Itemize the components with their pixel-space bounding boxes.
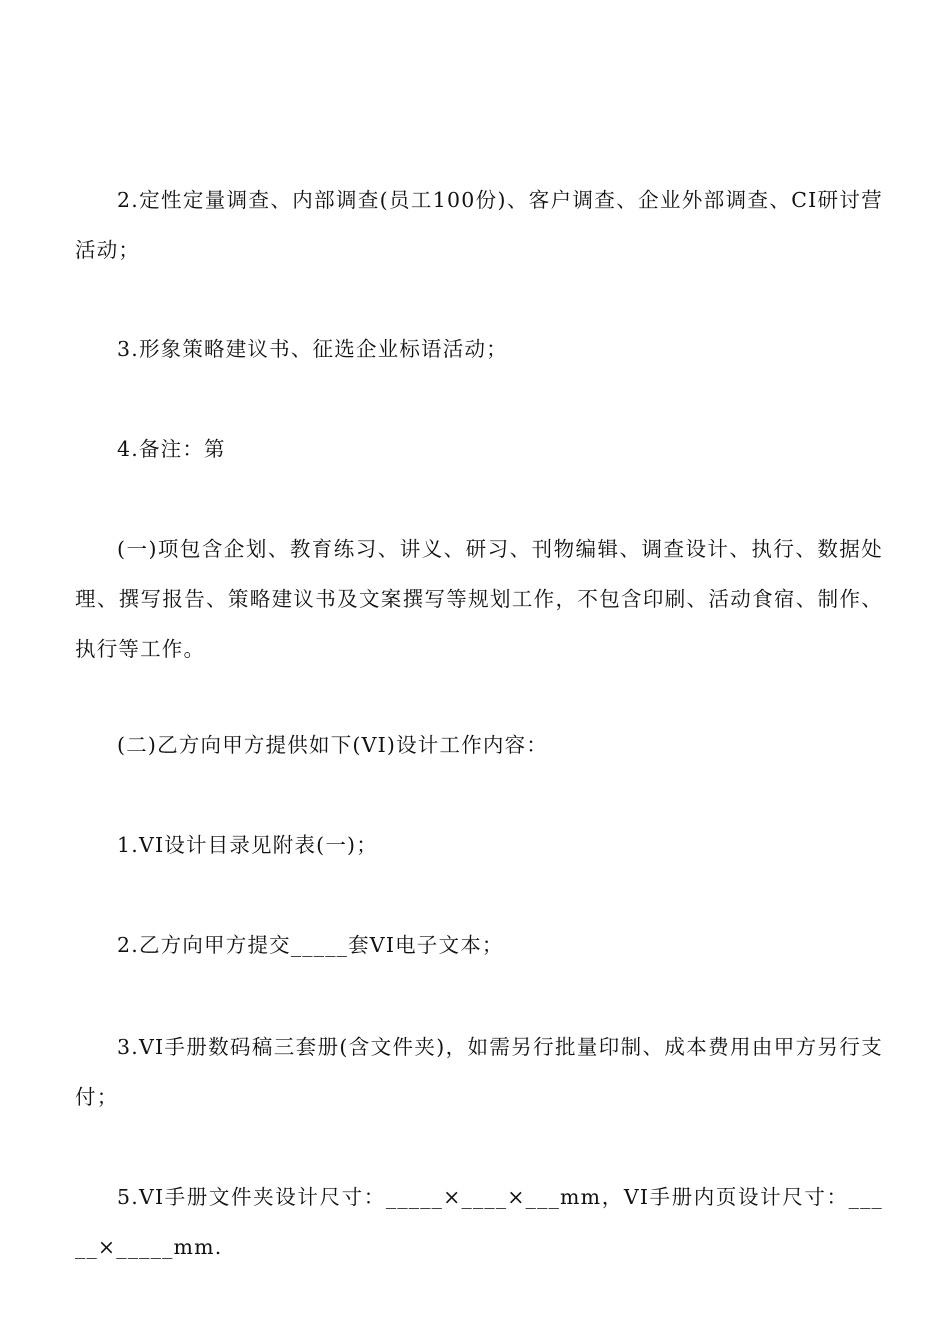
paragraph-survey-items: 2.定性定量调查、内部调查(员工100份)、客户调查、企业外部调查、CI研讨营活动；: [75, 188, 883, 262]
paragraph-vi-manual: 3.VI手册数码稿三套册(含文件夹)，如需另行批量印制、成本费用由甲方另行支付；: [75, 1035, 883, 1109]
paragraph-strategy-proposal: 3.形象策略建议书、征选企业标语活动；: [117, 337, 508, 361]
paragraph-scope-two: (二)乙方向甲方提供如下(VI)设计工作内容：: [117, 733, 548, 757]
paragraph-vi-catalog: 1.VI设计目录见附表(一)；: [117, 833, 378, 857]
paragraph-vi-electronic: 2.乙方向甲方提交_____套VI电子文本；: [117, 933, 504, 957]
paragraph-remarks: 4.备注：第: [117, 437, 226, 461]
paragraph-vi-dimensions: 5.VI手册文件夹设计尺寸：_____×____×___mm，VI手册内页设计尺寸：_____×_____mm.: [75, 1185, 883, 1259]
paragraph-scope-one: (一)项包含企划、教育练习、讲义、研习、刊物编辑、调查设计、执行、数据处理、撰写报告、策略建议书及文案撰写等规划工作，不包含印刷、活动食宿、制作、执行等工作。: [75, 537, 883, 661]
